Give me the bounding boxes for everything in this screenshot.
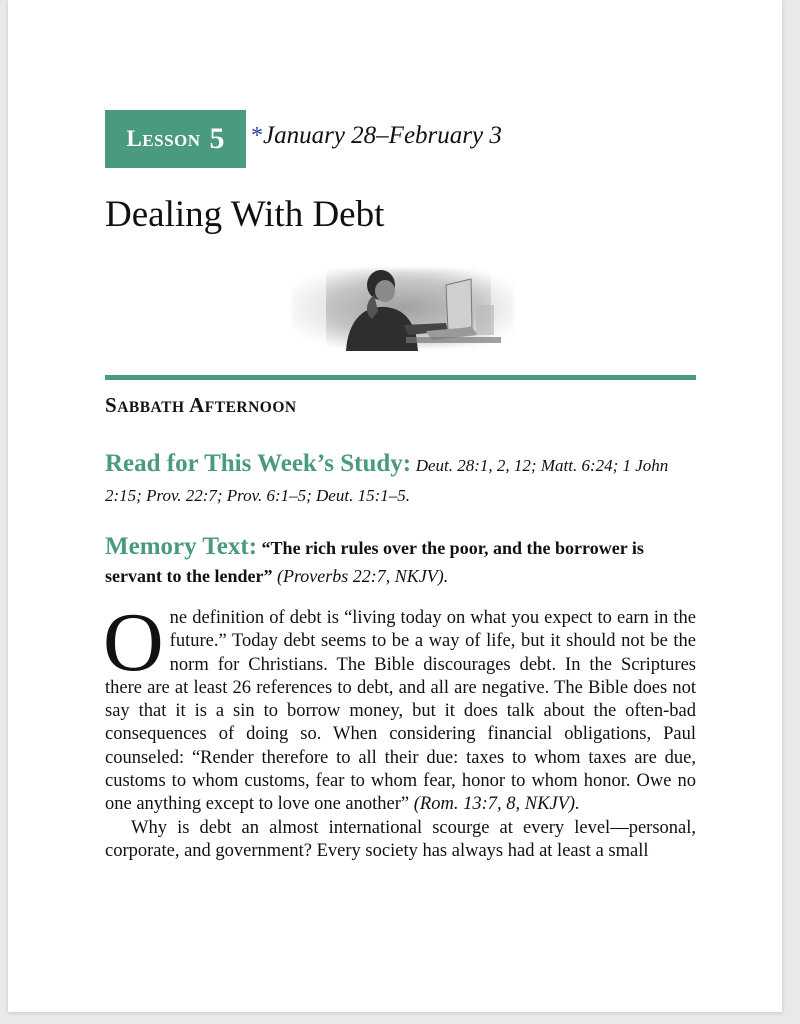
lesson-badge	[105, 110, 246, 168]
lesson-label: LESSON	[126, 126, 201, 151]
memory-text-block	[105, 533, 696, 590]
date-range: January 28–February 3	[263, 122, 502, 149]
read-study-heading: Read for This Week’s Study:	[105, 450, 412, 477]
drop-cap: O	[103, 596, 164, 689]
section-divider	[105, 375, 696, 380]
man-on-phone-with-laptop-image	[286, 265, 521, 351]
lesson-title: Dealing With Debt	[105, 194, 385, 235]
lesson-number: 5	[209, 122, 225, 155]
lesson-date	[251, 122, 502, 150]
paragraph: Why is debt an almost international scourge at every level—personal, corporate, and government? Every society has always had at least a small	[105, 817, 696, 861]
read-study-references: Deut. 28:1, 2, 12; Matt. 6:24; 1 John 2:15; Prov. 22:7; Prov. 6:1–5; Deut. 15:1–5.	[105, 456, 669, 505]
read-study-block	[105, 449, 696, 511]
section-heading: SABBATH AFTERNOON	[105, 393, 297, 417]
memory-text-quote: “The rich rules over the poor, and the borrower is servant to the lender”	[105, 538, 644, 586]
asterisk-mark: *	[251, 123, 263, 149]
paragraph: One definition of debt is “living today on what you expect to earn in the future.” Today debt seems to be a way of life, but it should not be the norm for Christians. The Bible discourages debt. In the Scriptures there are at least 26 references to debt, and all are negative. The Bible does not say that it is a sin to borrow money, but it does talk about the often-bad consequences of doing so. When considering financial obligations, Paul counseled: “Render therefore to all their due: taxes to whom taxes are due, customs to whom customs, fear to whom fear, honor to whom honor. Owe no one anything except to love one another” (Rom. 13:7, 8, NKJV).	[103, 596, 696, 815]
document-page	[8, 0, 782, 1012]
body-text	[103, 596, 696, 863]
memory-text-reference: (Proverbs 22:7, NKJV).	[276, 566, 449, 586]
memory-text-heading: Memory Text:	[105, 533, 258, 560]
